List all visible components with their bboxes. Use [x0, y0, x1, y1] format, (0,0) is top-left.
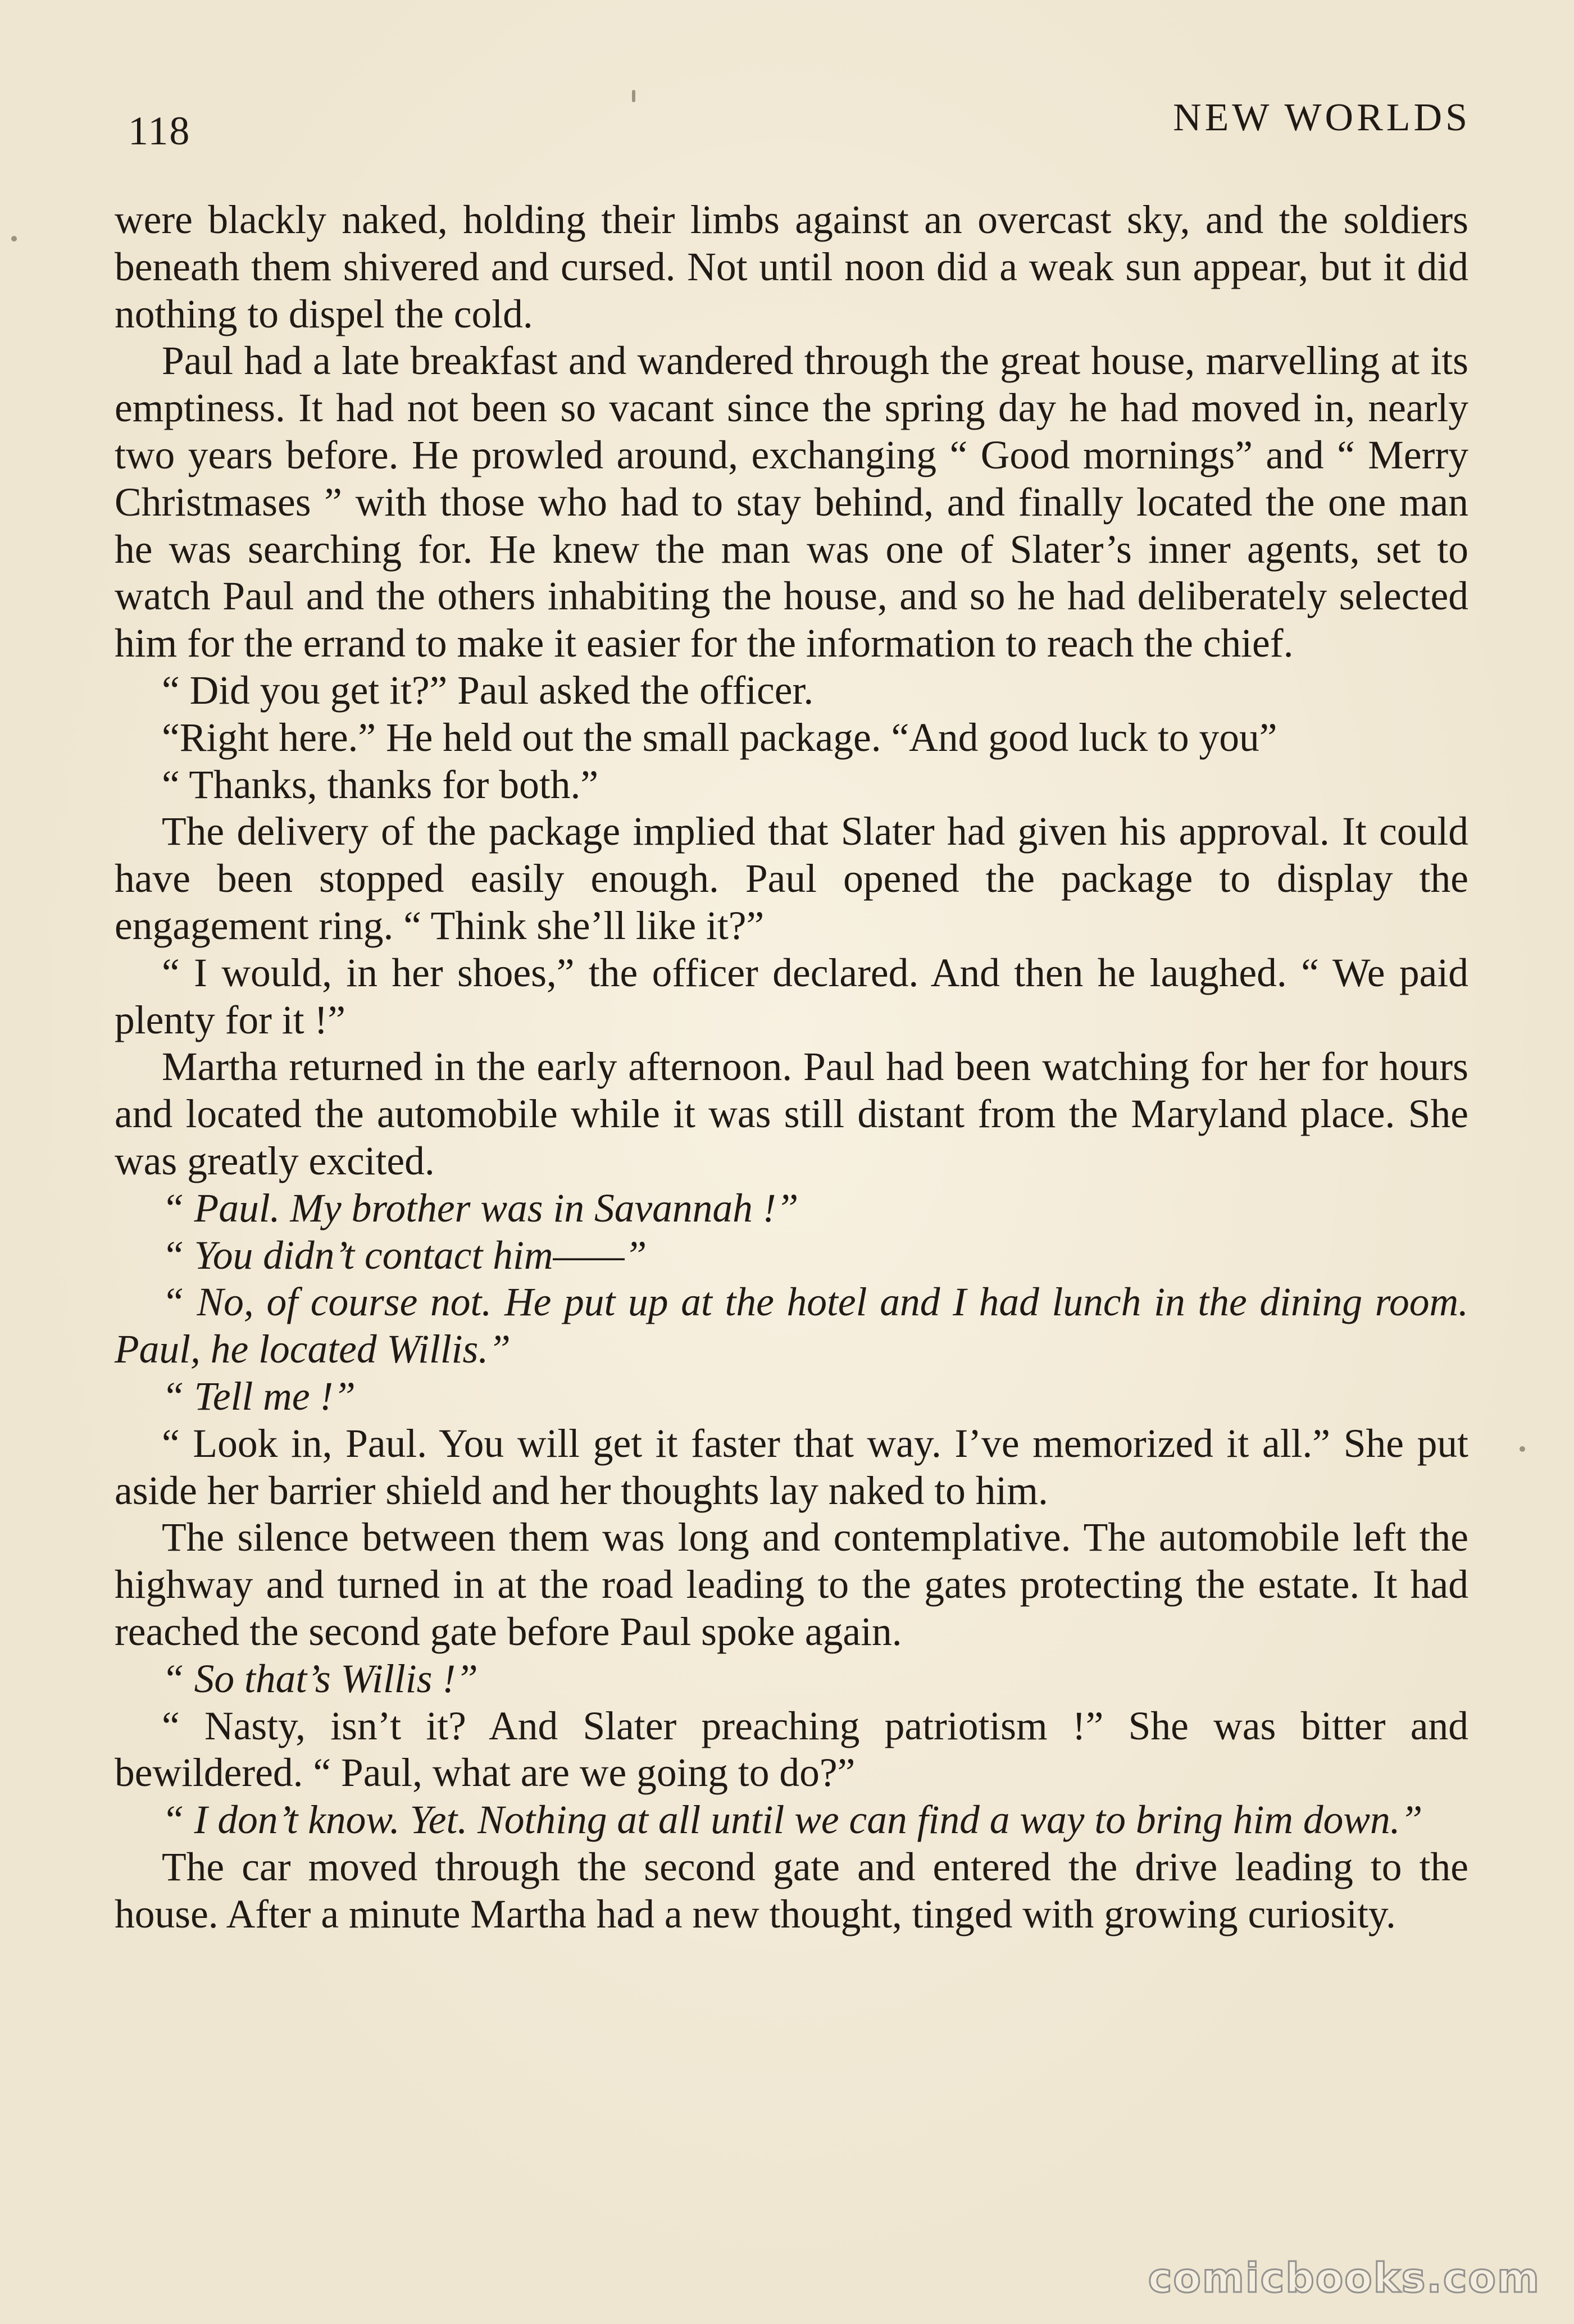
- paragraph: “ Tell me !”: [162, 1374, 356, 1419]
- paragraph: “Right here.” He held out the small package. “And good luck to you”: [162, 715, 1277, 760]
- paragraph: The car moved through the second gate and entered the drive leading to the house. After a minute Martha had a new thought, tinged with growing curiosity.: [115, 1844, 1468, 1936]
- site-watermark: comicbooks.com: [1148, 2254, 1540, 2302]
- paragraph: “ You didn’t contact him——”: [162, 1233, 647, 1278]
- page-number: 118: [128, 108, 191, 153]
- paragraph: “ I would, in her shoes,” the officer declared. And then he laughed. “ We paid plenty for it !”: [115, 950, 1468, 1042]
- running-title: NEW WORLDS: [1173, 96, 1471, 139]
- paragraph: “ I don’t know. Yet. Nothing at all until we can find a way to bring him down.”: [162, 1798, 1423, 1843]
- paragraph: “ Look in, Paul. You will get it faster that way. I’ve memorized it all.” She put aside her barrier shield and her thoughts lay naked to him.: [115, 1421, 1468, 1513]
- paragraph: “ Did you get it?” Paul asked the officer.: [162, 668, 814, 713]
- paragraph: The delivery of the package implied that Slater had given his approval. It could have been stopped easily enough. Paul opened the package to display the engagement ring. “ Think she’ll like it?”: [115, 809, 1468, 948]
- running-head: [128, 95, 1471, 163]
- paper-speck: [1520, 1446, 1525, 1452]
- paragraph: were blackly naked, holding their limbs against an overcast sky, and the soldiers beneath them shivered and cursed. Not until noon did a weak sun appear, but it did nothing to dispel the cold.: [115, 198, 1468, 336]
- paper-speck: [11, 236, 17, 241]
- paragraph: The silence between them was long and contemplative. The automobile left the highway and turned in at the road leading to the gates protecting the estate. It had reached the second gate before Paul spoke again.: [115, 1515, 1468, 1654]
- paragraph: “ Thanks, thanks for both.”: [162, 762, 599, 807]
- paragraph: Paul had a late breakfast and wandered through the great house, marvelling at its emptiness. It had not been so vacant since the spring day he had moved in, nearly two years before. He prowled around, exchanging “ Good mornings” and “ Merry Christmases ” with those who had to stay behind, and finally located the one man he was searching for. He knew the man was one of Slater’s inner agents, set to watch Paul and the others inhabiting the house, and so he had deliberately selected him for the errand to make it easier for the information to reach the chief.: [115, 339, 1468, 666]
- paragraph: “ So that’s Willis !”: [162, 1656, 478, 1701]
- paragraph: “ Nasty, isn’t it? And Slater preaching patriotism !” She was bitter and bewildered. “ Paul, what are we going to do?”: [115, 1703, 1468, 1796]
- paragraph: “ Paul. My brother was in Savannah !”: [162, 1186, 799, 1231]
- paragraph: “ No, of course not. He put up at the hotel and I had lunch in the dining room. Paul, he located Willis.”: [115, 1280, 1468, 1372]
- paragraph: Martha returned in the early afternoon. Paul had been watching for her for hours and located the automobile while it was still distant from the Maryland place. She was greatly excited.: [115, 1045, 1468, 1183]
- body-text: [115, 197, 1468, 1938]
- paper-speck: [632, 90, 635, 102]
